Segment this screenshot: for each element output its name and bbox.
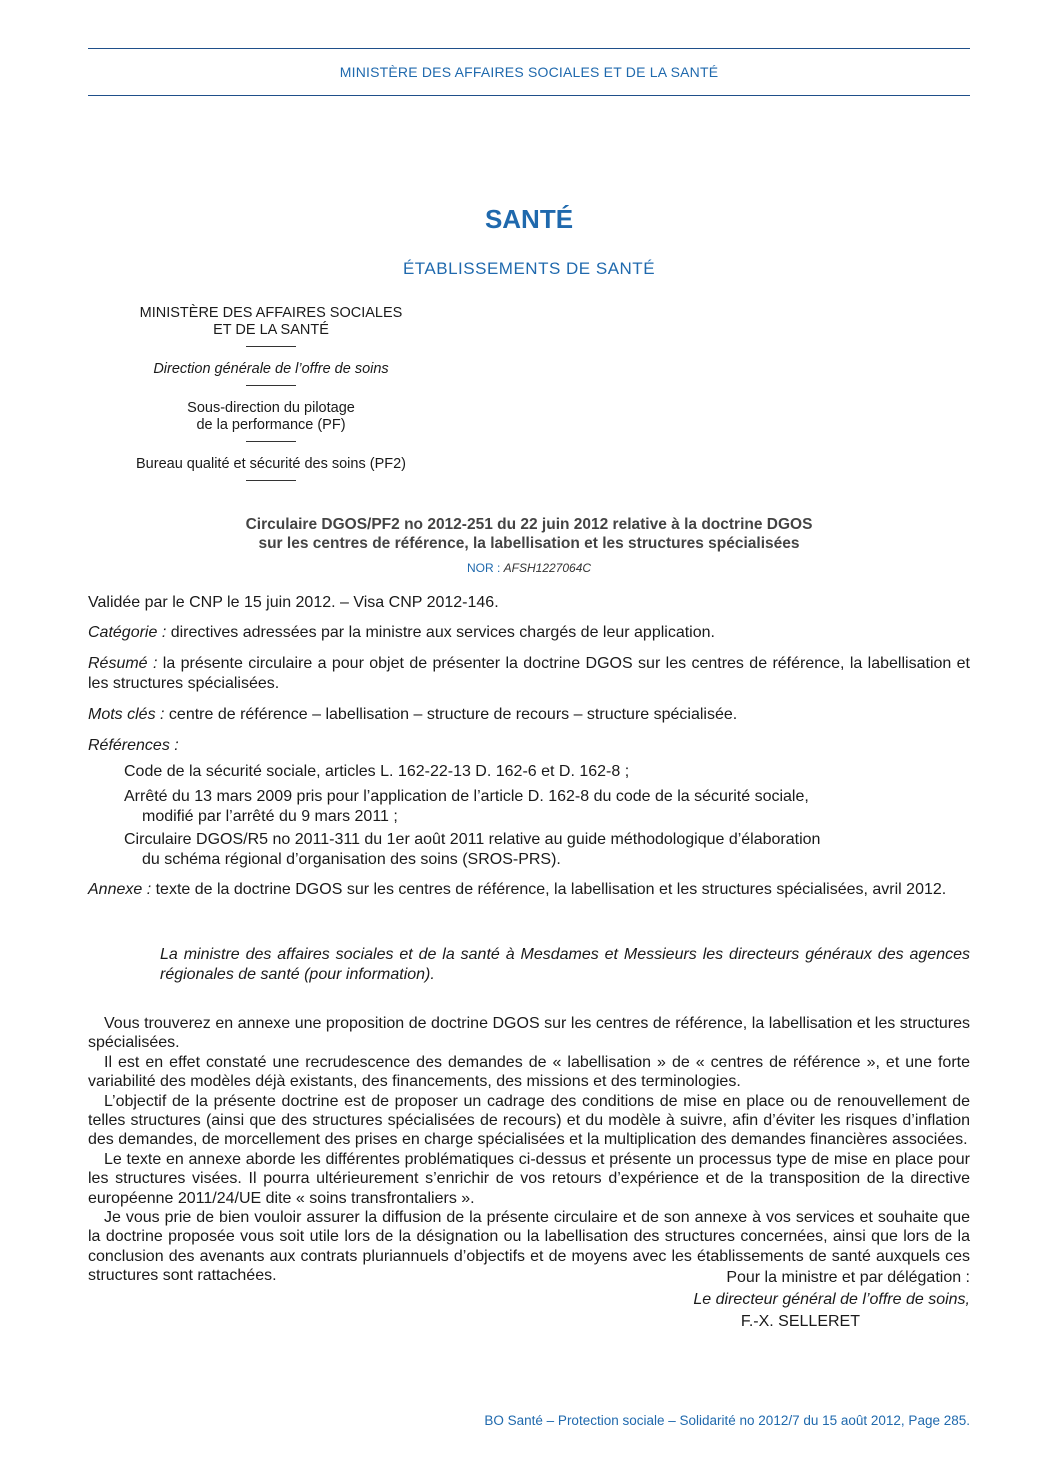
issuer-subdirection-line1: Sous-direction du pilotage (187, 400, 355, 416)
reference-item (124, 787, 970, 827)
issuer-subdirection-line2: de la performance (PF) (196, 417, 346, 433)
reference-item: Code de la sécurité sociale, articles L. 162-22-13 D. 162-6 et D. 162-8 ; (124, 763, 630, 780)
page-footer: BO Santé – Protection sociale – Solidarité no 2012/7 du 15 août 2012, Page 285. (484, 1413, 970, 1428)
categorie-line (88, 623, 970, 643)
issuer-bureau: Bureau qualité et sécurité des soins (PF2) (136, 456, 406, 472)
mots-cles-text: centre de référence – labellisation – structure de recours – structure spécialisée. (168, 706, 738, 723)
annexe-label: Annexe : (88, 881, 152, 898)
issuer-ministry-line2: ET DE LA SANTÉ (213, 322, 329, 338)
header-rule-bottom (88, 95, 970, 96)
validation-line: Validée par le CNP le 15 juin 2012. – Visa CNP 2012-146. (88, 594, 499, 611)
issuer-divider (246, 346, 296, 347)
categorie-label: Catégorie : (88, 624, 167, 641)
issuer-ministry-line1: MINISTÈRE DES AFFAIRES SOCIALES (139, 305, 403, 321)
reference-line: Arrêté du 13 mars 2009 pris pour l’application de l’article D. 162-8 du code de la sécurité sociale, (124, 788, 809, 805)
annexe-block (88, 880, 970, 900)
body-paragraph: Il est en effet constaté une recrudescence des demandes de « labellisation » de « centres de référence », et une forte variabilité des modèles déjà existants, des financements, des missions et des terminologies. (88, 1053, 970, 1091)
nor-value: AFSH1227064C (503, 561, 592, 575)
issuer-divider (246, 441, 296, 442)
mots-cles-label: Mots clés : (88, 706, 165, 723)
body-paragraph: Je vous prie de bien vouloir assurer la diffusion de la présente circulaire et de son annexe à vos services et souhaite que la doctrine proposée vous soit utile lors de la désignation ou la labellisation des structures concernées, ainsi que lors de la conclusion des avenants aux contrats pluriannuels d’objectifs et de moyens avec les établissements de santé auxquels ces structures sont rattachées. (88, 1209, 970, 1285)
issuer-divider (246, 385, 296, 386)
section-subtitle: ÉTABLISSEMENTS DE SANTÉ (402, 259, 656, 278)
body-paragraph: Vous trouverez en annexe une proposition de doctrine DGOS sur les centres de référence, la labellisation et les structures spécialisées. (88, 1015, 970, 1052)
addressee: La ministre des affaires sociales et de la santé à Mesdames et Messieurs les directeurs généraux des agences régionales de santé (pour information). (160, 946, 970, 983)
reference-line: Circulaire DGOS/R5 no 2011-311 du 1er août 2011 relative au guide méthodologique d’élaboration (124, 831, 821, 848)
header-rule-top (88, 48, 970, 49)
resume-block (88, 654, 970, 694)
reference-line: modifié par l’arrêté du 9 mars 2011 ; (142, 808, 398, 825)
issuer-direction: Direction générale de l’offre de soins (153, 361, 389, 377)
resume-text: la présente circulaire a pour objet de présenter la doctrine DGOS sur les centres de référence, la labellisation et les structures spécialisées. (88, 655, 970, 692)
circular-title-line1: Circulaire DGOS/PF2 no 2012-251 du 22 juin 2012 relative à la doctrine DGOS (245, 516, 813, 533)
issuer-divider (246, 480, 296, 481)
nor-line (88, 561, 970, 575)
resume-label: Résumé : (88, 655, 158, 672)
signature-line: Pour la ministre et par délégation : (726, 1269, 970, 1286)
mots-cles-line (88, 705, 970, 725)
categorie-text: directives adressées par la ministre aux services chargés de leur application. (170, 624, 715, 641)
references-label-line (88, 736, 970, 756)
section-title: SANTÉ (484, 204, 574, 234)
circular-title (88, 515, 970, 553)
reference-line: du schéma régional d’organisation des soins (SROS-PRS). (142, 851, 561, 868)
body-paragraph: Le texte en annexe aborde les différentes problématiques ci-dessus et présente un processus type de mise en place pour les structures visées. Il pourra ultérieurement s’enrichir de vos retours d’expérience et de la transposition de la directive européenne 2011/24/UE dite « soins transfrontaliers ». (88, 1150, 970, 1207)
circular-title-line2: sur les centres de référence, la labellisation et les structures spécialisées (258, 535, 800, 552)
references-label: Références : (88, 737, 179, 754)
signature-name: F.-X. SELLERET (740, 1313, 860, 1330)
reference-item (124, 830, 970, 870)
signature-title: Le directeur général de l’offre de soins, (693, 1291, 970, 1308)
running-header: MINISTÈRE DES AFFAIRES SOCIALES ET DE LA SANTÉ (339, 64, 719, 80)
body-text (88, 1014, 970, 1286)
nor-label: NOR : (466, 561, 501, 575)
body-paragraph: L’objectif de la présente doctrine est de proposer un cadrage des conditions de mise en place ou de renouvellement de telles structures (ainsi que des structures spécialisées de recours) et du modèle à suivre, afin d’éviter les risques d’inflation des demandes, de morcellement des prises en charge spécialisées et la multiplication des demandes financières associées. (88, 1092, 970, 1149)
annexe-text: texte de la doctrine DGOS sur les centres de référence, la labellisation et les structures spécialisées, avril 2012. (155, 881, 947, 898)
